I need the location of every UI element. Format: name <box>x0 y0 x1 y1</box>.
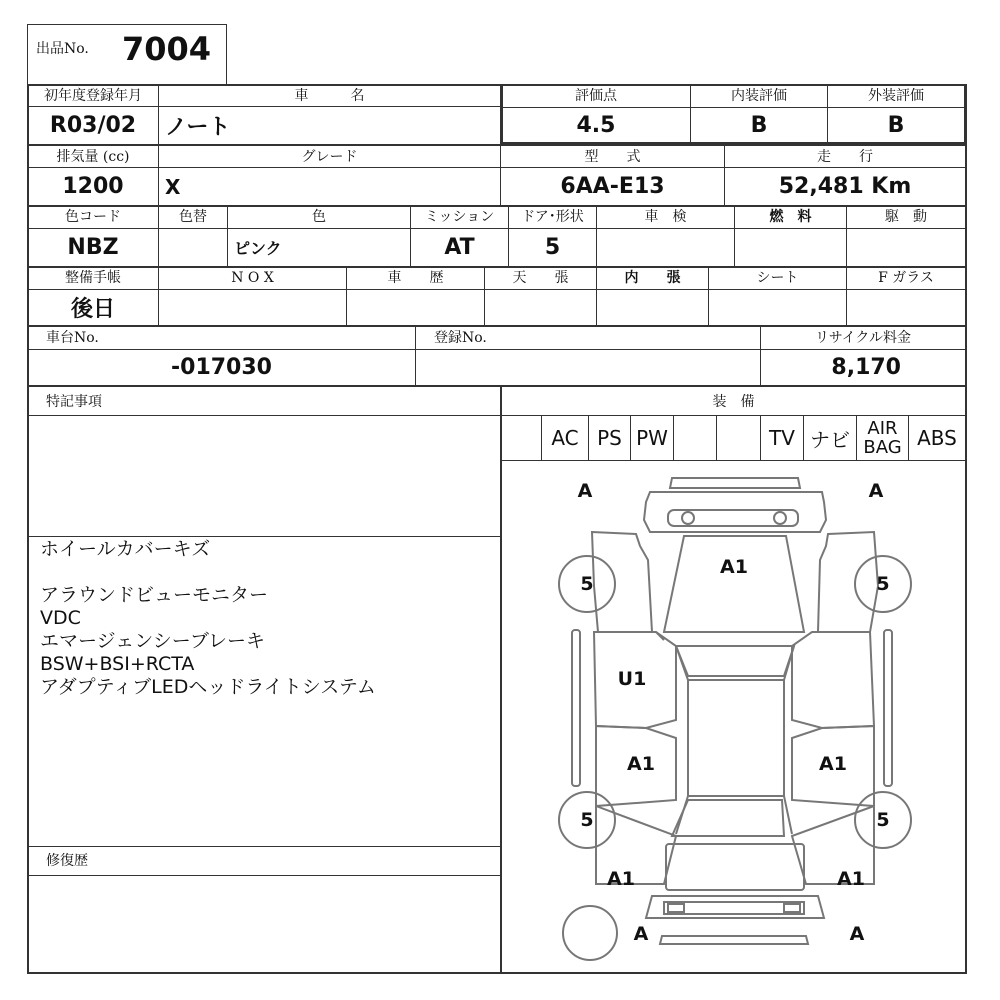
equip-tv: TV <box>769 426 795 450</box>
manual-value: 後日 <box>70 297 115 322</box>
model-value: 6AA-E13 <box>560 174 665 199</box>
drive-value <box>847 229 965 266</box>
grade-value: X <box>165 174 181 199</box>
repair-label: 修復歴 <box>46 853 88 869</box>
door-label: ドア･形状 <box>521 209 584 225</box>
lot-number: 7004 <box>122 30 212 68</box>
mark-rear-right-tire: 5 <box>876 809 890 831</box>
mission-label: ミッション <box>424 209 495 225</box>
equip-ac: AC <box>551 426 579 450</box>
manual-label: 整備手帳 <box>65 270 121 286</box>
equip-cell <box>674 416 716 460</box>
mileage-label: 走 行 <box>817 149 873 165</box>
model-label: 型 式 <box>584 149 641 165</box>
mark-front-right-tire: 5 <box>876 573 890 595</box>
seat-value <box>709 290 846 325</box>
interior-value: B <box>750 113 768 138</box>
inspection-value <box>597 229 734 266</box>
mark-right-rear-door: A1 <box>819 753 847 775</box>
score-value: 4.5 <box>576 113 616 138</box>
score-label: 評価点 <box>575 88 617 104</box>
car-name-label: 車 名 <box>294 88 365 104</box>
drive-label: 駆 動 <box>885 209 927 225</box>
recycle-label: リサイクル料金 <box>814 330 912 346</box>
grade-label: グレード <box>301 149 358 165</box>
equip-navi: ナビ <box>810 427 850 452</box>
color-value: ピンク <box>234 239 282 258</box>
color-code-value: NBZ <box>67 235 119 260</box>
fuel-label: 燃 料 <box>769 209 812 225</box>
remarks-label: 特記事項 <box>46 394 102 410</box>
door-value: 5 <box>544 235 561 260</box>
regno-value <box>416 350 760 385</box>
first-reg-label: 初年度登録年月 <box>44 88 142 104</box>
mark-rear-left-corner: A <box>633 923 649 945</box>
mark-rear-right-corner: A <box>849 923 865 945</box>
displacement-label: 排気量 (cc) <box>56 149 130 165</box>
nox-value <box>159 290 346 325</box>
mark-hood: A1 <box>720 556 748 578</box>
roof-value <box>485 290 596 325</box>
equip-ps: PS <box>597 426 622 450</box>
inspection-label: 車 検 <box>644 209 687 225</box>
fuel-value <box>735 229 846 266</box>
mark-rear-right-panel: A1 <box>837 868 865 890</box>
glass-label: F ガラス <box>878 270 934 286</box>
exterior-label: 外装評価 <box>868 88 924 104</box>
mark-front-left-tire: 5 <box>580 573 594 595</box>
history-value <box>347 290 484 325</box>
trim-value <box>597 290 708 325</box>
nox-label: N O X <box>231 270 274 286</box>
car-name-value: ノート <box>165 115 231 140</box>
interior-label: 内装評価 <box>731 88 787 104</box>
first-reg-value: R03/02 <box>49 113 137 138</box>
repaint-label: 色替 <box>179 209 207 225</box>
recycle-value: 8,170 <box>831 355 901 380</box>
roof-label: 天 張 <box>512 270 569 286</box>
equip-pw: PW <box>636 426 668 450</box>
chassis-value: -017030 <box>171 355 272 380</box>
equipment-label: 装 備 <box>712 394 755 410</box>
remarks-text: ホイールカバーキズ アラウンドビューモニター VDC エマージェンシーブレーキ BSW+BSI+RCTA アダプティブLEDヘッドライトシステム <box>40 538 376 698</box>
equip-cell <box>717 416 760 460</box>
lot-label: 出品No. <box>36 41 89 57</box>
mission-value: AT <box>444 235 475 260</box>
exterior-value: B <box>887 113 905 138</box>
color-code-label: 色コード <box>65 209 121 225</box>
displacement-value: 1200 <box>62 174 124 199</box>
mark-left-rear-door: A1 <box>627 753 655 775</box>
mileage-value: 52,481 Km <box>778 174 912 199</box>
regno-label: 登録No. <box>434 330 487 346</box>
color-label: 色 <box>312 209 326 225</box>
equip-abs: ABS <box>917 426 957 450</box>
mark-rear-left-panel: A1 <box>607 868 635 890</box>
mark-rear-left-tire: 5 <box>580 809 594 831</box>
mark-left-front-door: U1 <box>617 668 647 690</box>
glass-value <box>847 290 965 325</box>
mark-front-right-corner: A <box>868 480 884 502</box>
seat-label: シート <box>756 270 799 286</box>
equip-cell <box>502 416 541 460</box>
chassis-label: 車台No. <box>46 330 99 346</box>
history-label: 車 歴 <box>387 270 444 286</box>
equip-airbag: AIR BAG <box>863 418 902 458</box>
trim-label: 内 張 <box>624 270 681 286</box>
car-condition-diagram <box>502 461 965 971</box>
repaint-value <box>159 229 227 266</box>
mark-front-left-corner: A <box>577 480 593 502</box>
